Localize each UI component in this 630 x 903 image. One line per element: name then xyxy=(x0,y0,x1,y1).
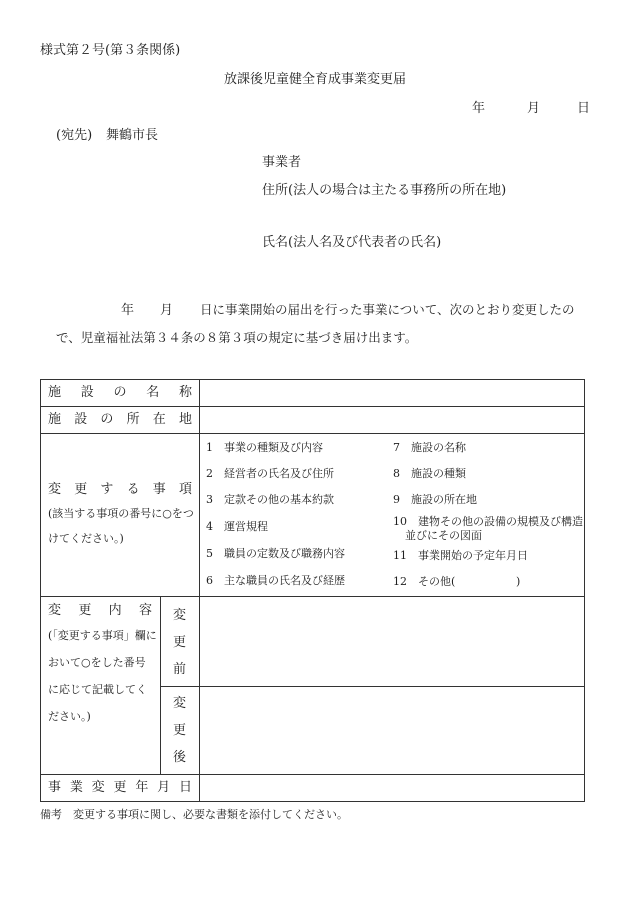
change-content-label: 変 更 内 容 xyxy=(48,603,152,618)
change-date-label: 事 業 変 更 年 月 日 xyxy=(48,780,192,795)
business-name-label: 氏名(法人名及び代表者の氏名) xyxy=(262,235,442,250)
addressee-name: 舞鶴市長 xyxy=(106,128,159,143)
change-content-note-3: に応じて記載してく xyxy=(48,683,147,696)
list-item: 6 主な職員の氏名及び経歴 xyxy=(206,574,345,587)
date-year-label: 年 xyxy=(472,101,486,116)
before-change-label: 変更前 xyxy=(173,608,187,677)
remarks-text: 変更する事項に関し、必要な書類を添付してください。 xyxy=(73,808,348,821)
remarks xyxy=(40,809,348,820)
facility-location-label: 施 設 の 所 在 地 xyxy=(48,412,192,427)
list-item: 1 事業の種類及び内容 xyxy=(206,441,323,454)
change-content-note-1: (「変更する事項」欄に xyxy=(48,629,157,642)
list-item: 2 経営者の氏名及び住所 xyxy=(206,467,334,480)
date-day-label: 日 xyxy=(577,101,591,116)
list-item-continuation: 並びにその図面 xyxy=(405,529,482,542)
date-month-label: 月 xyxy=(527,101,541,116)
body-line-1: 日に事業開始の届出を行った事業について、次のとおり変更したの xyxy=(200,302,575,317)
list-item: 4 運営規程 xyxy=(206,520,268,533)
business-address-label: 住所(法人の場合は主たる事務所の所在地) xyxy=(262,183,507,198)
body-month-label: 月 xyxy=(160,303,174,318)
list-item: 8 施設の種類 xyxy=(393,467,466,480)
after-change-label: 変更後 xyxy=(173,696,187,765)
list-item: 12 その他( xyxy=(393,575,456,588)
addressee-label: (宛先) xyxy=(56,128,93,143)
change-content-note-4: ださい。) xyxy=(48,710,91,723)
list-item: 7 施設の名称 xyxy=(393,441,466,454)
change-items-note-2: けてください。) xyxy=(48,532,124,545)
change-items-label: 変 更 す る 事 項 xyxy=(48,482,192,497)
remarks-label: 備考 xyxy=(40,808,62,821)
form-number: 様式第２号(第３条関係) xyxy=(40,43,181,58)
body-line-2: で、児童福祉法第３４条の８第３項の規定に基づき届け出ます。 xyxy=(56,330,418,345)
list-item: 9 施設の所在地 xyxy=(393,493,477,506)
list-item-close-paren: ) xyxy=(516,575,521,588)
facility-name-label: 施 設 の 名 称 xyxy=(48,385,192,400)
form-title: 放課後児童健全育成事業変更届 xyxy=(224,72,407,87)
change-items-note-1: (該当する事項の番号に○をつ xyxy=(48,507,194,520)
change-content-note-2: おいて○をした番号 xyxy=(48,656,146,669)
list-item: 5 職員の定数及び職務内容 xyxy=(206,547,345,560)
list-item: 11 事業開始の予定年月日 xyxy=(393,549,528,562)
body-year-label: 年 xyxy=(121,303,135,318)
business-operator-heading: 事業者 xyxy=(262,155,302,170)
list-item: 10 建物その他の設備の規模及び構造 xyxy=(393,515,583,528)
list-item: 3 定款その他の基本約款 xyxy=(206,493,334,506)
